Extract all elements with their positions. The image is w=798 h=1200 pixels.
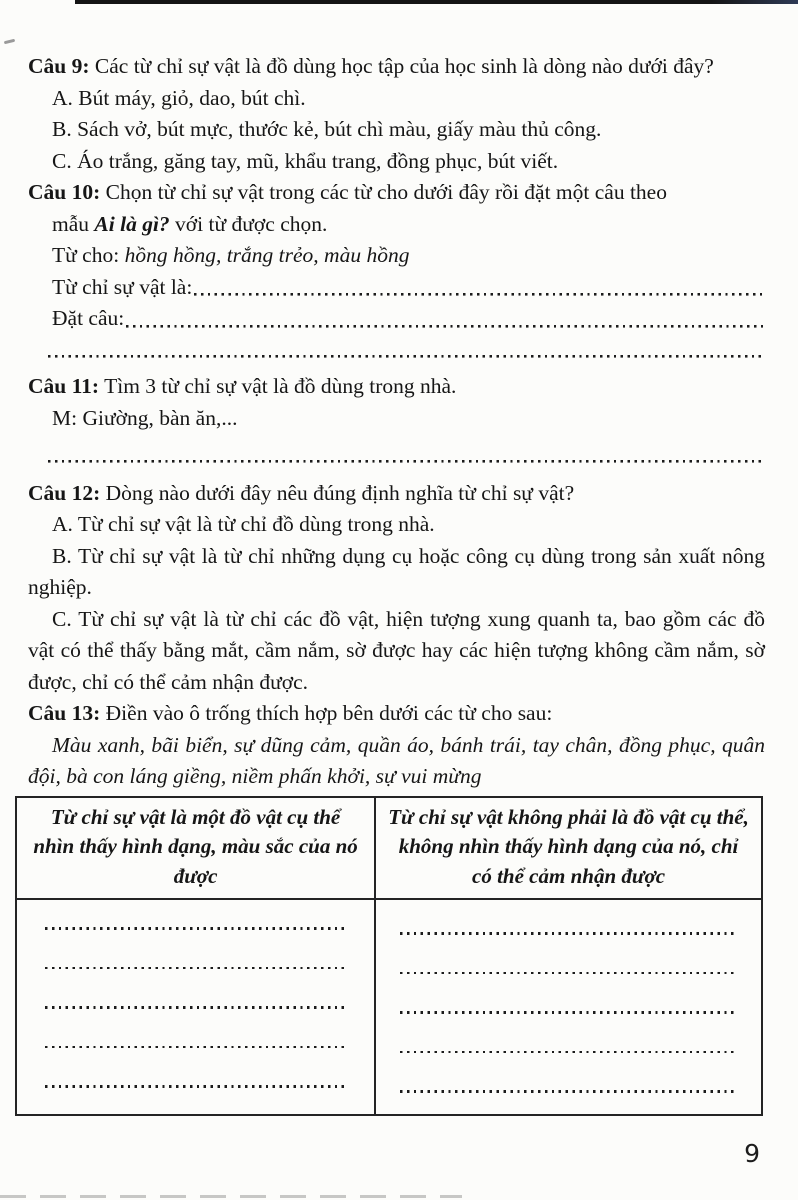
question-9-option-c: C. Áo trắng, găng tay, mũ, khẩu trang, đồng phục, bút viết. — [52, 148, 559, 173]
dotted-answer-line — [45, 1006, 347, 1009]
question-10-text-line2 — [28, 209, 765, 241]
question-9-option-a: A. Bút máy, giỏ, dao, bút chì. — [52, 85, 306, 110]
dotted-answer-line — [400, 932, 738, 935]
question-10-line2-post: với từ được chọn. — [169, 211, 328, 236]
question-10-given-words-row — [28, 240, 765, 272]
question-10-pattern: Ai là gì? — [94, 211, 170, 236]
dotted-answer-line — [126, 303, 765, 335]
dotted-answer-line — [400, 1090, 738, 1093]
dotted-answer-line — [45, 1085, 347, 1088]
question-9-option-b: B. Sách vở, bút mực, thước kẻ, bút chì màu, giấy màu thủ công. — [52, 117, 602, 141]
question-12 — [28, 478, 765, 510]
question-9-label: Câu 9: — [28, 54, 90, 78]
question-12-option-b: B. Từ chỉ sự vật là từ chỉ những dụng cụ hoặc công cụ dùng trong sản xuất nông nghiệp. — [28, 543, 765, 599]
question-13-word-list: Màu xanh, bãi biển, sự dũng cảm, quần áo, bánh trái, tay chân, đồng phục, quân đội, bà con láng giềng, niềm phấn khởi, sự vui mừng — [28, 732, 765, 788]
classification-table — [15, 796, 763, 1117]
dotted-answer-line — [45, 1046, 347, 1049]
question-10-line2-pre: mẫu — [52, 211, 95, 236]
dotted-answer-line — [194, 272, 765, 304]
dotted-answer-line — [45, 967, 347, 970]
table-header-abstract-things: Từ chỉ sự vật không phải là đồ vật cụ thể, không nhìn thấy hình dạng của nó, chỉ có thể cảm nhận được — [374, 798, 761, 899]
page-content — [28, 51, 765, 1116]
answer-row-thing-word — [28, 272, 765, 304]
question-11 — [28, 371, 765, 403]
question-13 — [28, 698, 765, 730]
scan-left-smudge — [4, 39, 15, 45]
dotted-answer-line — [48, 335, 765, 367]
question-11-example: M: Giường, bàn ăn,... — [52, 405, 238, 430]
table-cell-abstract-answers — [374, 900, 761, 1114]
question-11-label: Câu 11: — [28, 374, 100, 398]
dotted-answer-line — [400, 972, 738, 975]
table-body-row — [17, 900, 761, 1114]
scan-bottom-edge-line — [0, 1195, 462, 1198]
dotted-answer-line — [48, 439, 765, 471]
question-13-label: Câu 13: — [28, 701, 101, 725]
given-words-label: Từ cho: — [52, 243, 120, 267]
question-12-text: Dòng nào dưới đây nêu đúng định nghĩa từ chỉ sự vật? — [105, 480, 575, 505]
question-13-text: Điền vào ô trống thích hợp bên dưới các từ cho sau: — [105, 701, 553, 725]
dotted-answer-line — [400, 1011, 738, 1014]
sentence-label: Đặt câu: — [52, 306, 125, 330]
question-10 — [28, 177, 765, 209]
dotted-answer-line — [400, 1051, 738, 1054]
question-12-option-c: C. Từ chỉ sự vật là từ chỉ các đồ vật, hiện tượng xung quanh ta, bao gồm các đồ vật có thể thấy bằng mắt, cầm nắm, sờ được hay các hiện tượng không cầm nắm, sờ được, chỉ có thể cảm nhận được. — [28, 606, 765, 694]
answer-row-sentence — [28, 303, 765, 335]
answer-label: Từ chỉ sự vật là: — [52, 274, 193, 299]
question-11-text: Tìm 3 từ chỉ sự vật là đồ dùng trong nhà. — [104, 374, 457, 398]
question-12-option-a: A. Từ chỉ sự vật là từ chỉ đồ dùng trong nhà. — [52, 512, 435, 536]
given-words-list: hồng hồng, trắng trẻo, màu hồng — [124, 243, 410, 267]
table-cell-concrete-answers — [17, 900, 374, 1114]
question-9 — [28, 51, 765, 83]
table-header-row — [17, 798, 761, 901]
page-number: 9 — [744, 1139, 760, 1168]
question-10-text-line1: Chọn từ chỉ sự vật trong các từ cho dưới đây rồi đặt một câu theo — [105, 180, 667, 204]
question-12-label: Câu 12: — [28, 480, 101, 505]
dotted-answer-line — [45, 927, 347, 930]
question-10-label: Câu 10: — [28, 180, 101, 204]
table-header-concrete-things: Từ chỉ sự vật là một đồ vật cụ thể nhìn thấy hình dạng, màu sắc của nó được — [33, 804, 358, 888]
scan-top-edge-line — [75, 0, 798, 4]
question-9-text: Các từ chỉ sự vật là đồ dùng học tập của học sinh là dòng nào dưới đây? — [94, 54, 714, 78]
